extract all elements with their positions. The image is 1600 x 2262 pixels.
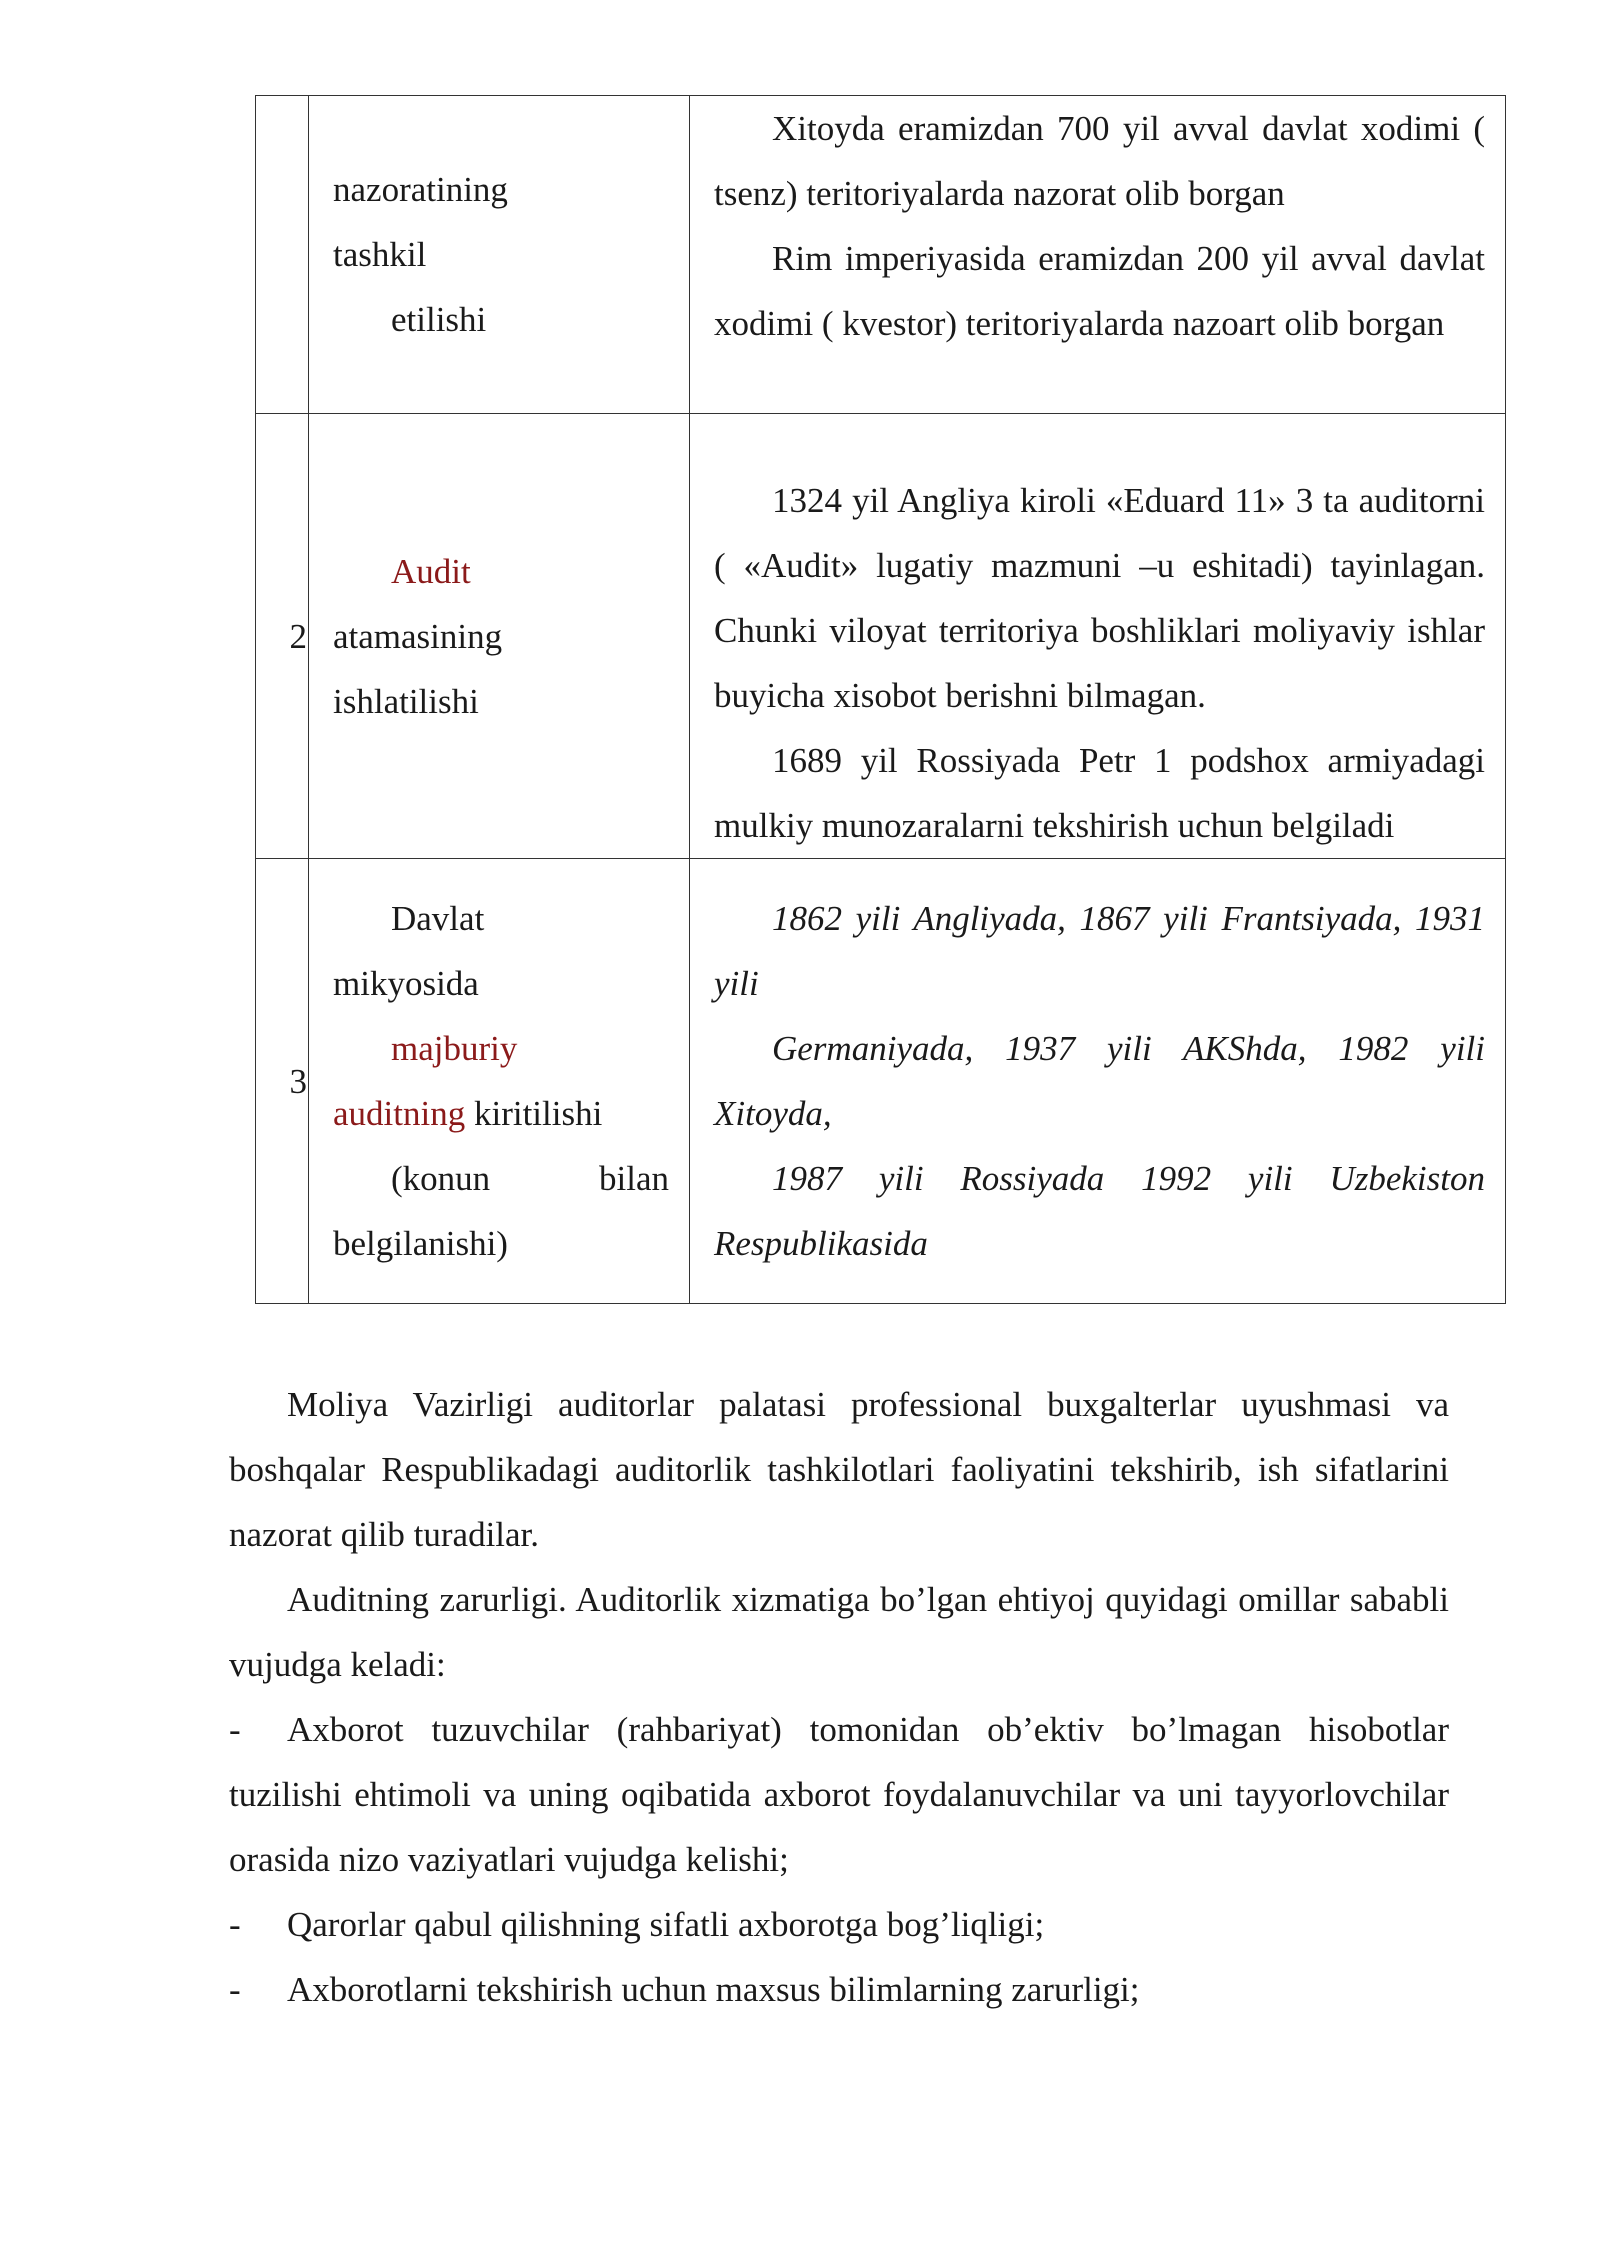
list-dash: -: [229, 1905, 241, 1944]
topic-highlight: auditning: [333, 1094, 466, 1133]
description-paragraph: 1689 yil Rossiyada Petr 1 podshox armiyadagi mulkiy munozaralarni tekshirish uchun belgiladi: [714, 741, 1485, 845]
topic-line: belgilanishi): [333, 1224, 508, 1263]
topic-line: tashkil: [333, 235, 427, 274]
topic-line: atamasining: [333, 616, 503, 656]
list-item-text: [229, 1697, 1449, 1892]
topic-cell: [309, 414, 690, 859]
description-paragraph: Germaniyada, 1937 yili AKShda, 1982 yili Xitoyda,: [714, 1029, 1485, 1133]
paragraph: Moliya Vazirligi auditorlar palatasi professional buxgalterlar uyushmasi va boshqalar Respublikadagi auditorlik tashkilotlari faoliyatini tekshirib, ish sifatlarini nazorat qilib turadilar.: [229, 1385, 1449, 1554]
topic-cell: [309, 859, 690, 1304]
list-item: [229, 1697, 1449, 1892]
description-paragraph: 1862 yili Angliyada, 1867 yili Frantsiyada, 1931 yili: [714, 899, 1485, 1003]
row-number-cell: [256, 859, 309, 1304]
topic-line: nazoratining: [333, 170, 508, 209]
row-number: 3: [289, 1061, 307, 1101]
description-cell: [690, 96, 1506, 414]
list-item-body: Axborotlarni tekshirish uchun maxsus bilimlarning zarurligi;: [287, 1970, 1140, 2009]
list-item-body: Qarorlar qabul qilishning sifatli axborotga bog’liqligi;: [287, 1905, 1045, 1944]
topic-line: etilishi: [391, 300, 487, 339]
list-item: [229, 1892, 1449, 1957]
topic-line: mikyosida: [333, 964, 479, 1003]
row-number-cell: [256, 96, 309, 414]
paragraph: Auditning zarurligi. Auditorlik xizmatiga bo’lgan ehtiyoj quyidagi omillar sababli vujudga keladi:: [229, 1580, 1449, 1684]
description-paragraph: 1324 yil Angliya kiroli «Eduard 11» 3 ta auditorni ( «Audit» lugatiy mazmuni –u eshitadi) tayinlagan. Chunki viloyat territoriya boshliklari moliyaviy ishlar buyicha xisobot berishni bilmagan.: [714, 481, 1485, 715]
topic-line: Davlat: [391, 899, 485, 938]
row-number: 2: [289, 616, 307, 656]
list-item-body: Axborot tuzuvchilar (rahbariyat) tomonidan ob’ektiv bo’lmagan hisobotlar tuzilishi ehtimoli va uning oqibatida axborot foydalanuvchilar va uni tayyorlovchilar orasida nizo vaziyatlari vujudga kelishi;: [229, 1710, 1449, 1879]
body-text: [229, 1372, 1449, 2022]
topic-line: kiritilishi: [465, 1094, 603, 1133]
list-dash: -: [229, 1710, 241, 1749]
list-item: [229, 1957, 1449, 2022]
topic-cell: [309, 96, 690, 414]
topic-highlight: Audit: [391, 551, 471, 591]
table-row: [256, 859, 1506, 1304]
topic-highlight: majburiy: [391, 1029, 518, 1068]
row-number-cell: [256, 414, 309, 859]
description-paragraph: Xitoyda eramizdan 700 yil avval davlat xodimi ( tsenz) teritoriyalarda nazorat olib borgan: [714, 109, 1485, 213]
history-table: [255, 95, 1506, 1304]
table-row: [256, 96, 1506, 414]
topic-line: ishlatilishi: [333, 681, 479, 721]
description-cell: [690, 414, 1506, 859]
description-paragraph: Rim imperiyasida eramizdan 200 yil avval davlat xodimi ( kvestor) teritoriyalarda nazoart olib borgan: [714, 239, 1485, 343]
topic-line: (konun bilan: [391, 1159, 669, 1198]
list-dash: -: [229, 1970, 241, 2009]
description-paragraph: 1987 yili Rossiyada 1992 yili Uzbekiston Respublikasida: [714, 1159, 1485, 1263]
table-row: [256, 414, 1506, 859]
description-cell: [690, 859, 1506, 1304]
